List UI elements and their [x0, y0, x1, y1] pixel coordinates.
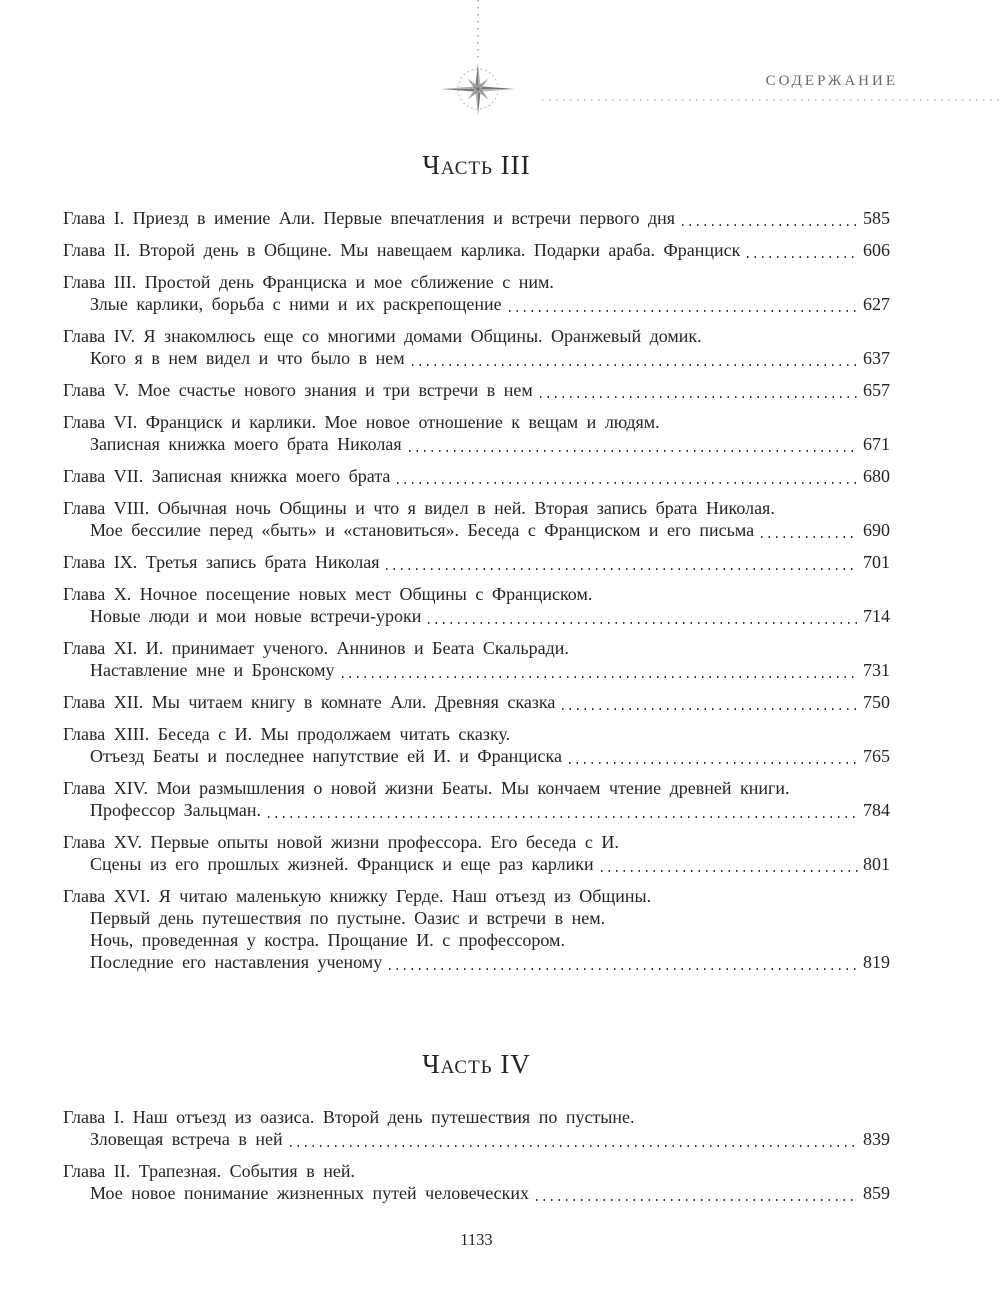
toc-entry-line: Глава XI. И. принимает ученого. Аннинов и Беата Скальради. [63, 638, 569, 658]
toc-entry-line [63, 551, 890, 573]
toc-page-number: 690 [863, 520, 890, 540]
toc-entry [63, 885, 890, 973]
toc-page-number: 680 [863, 466, 890, 486]
leader-dots [540, 396, 858, 398]
toc-entry-line: Глава I. Наш отъезд из оазиса. Второй день путешествия по пустыне. [63, 1107, 635, 1127]
toc-entry-line [63, 1182, 890, 1204]
toc-entry-text: Отъезд Беаты и последнее напутствие ей И. и Франциска [90, 746, 562, 766]
toc-entry-line [63, 379, 890, 401]
toc-entry-text: Сцены из его прошлых жизней. Франциск и еще раз карлики [90, 854, 594, 874]
leader-dots [562, 708, 858, 710]
toc-entry [63, 1160, 890, 1204]
toc-entry-line: Глава XVI. Я читаю маленькую книжку Герде. Наш отъезд из Общины. [63, 886, 652, 906]
toc-entry [63, 207, 890, 229]
leader-dots [389, 968, 858, 970]
leader-dots [601, 870, 858, 872]
leader-dots [412, 364, 858, 366]
toc-entry [63, 1106, 890, 1150]
toc-entry-line [63, 951, 890, 973]
toc-page-number: 701 [863, 552, 890, 572]
toc-page-number: 627 [863, 294, 890, 314]
toc-entry-line: Глава XIII. Беседа с И. Мы продолжаем читать сказку. [63, 724, 511, 744]
toc-entry-text: Глава IX. Третья запись брата Николая [63, 552, 380, 572]
leader-dots [397, 482, 858, 484]
toc-entry [63, 583, 890, 627]
toc-entry-line: Глава III. Простой день Франциска и мое сближение с ним. [63, 272, 554, 292]
leader-dots [290, 1145, 858, 1147]
toc-entry-text: Глава I. Приезд в имение Али. Первые впечатления и встречи первого дня [63, 208, 676, 228]
toc-entry-text: Профессор Зальцман. [90, 800, 261, 820]
leader-dots [342, 676, 858, 678]
toc-page-number: 801 [863, 854, 890, 874]
toc-entry-text: Мое новое понимание жизненных путей человеческих [90, 1183, 529, 1203]
toc-entry-line [63, 465, 890, 487]
toc-entry [63, 691, 890, 713]
toc-entry-line [63, 239, 890, 261]
toc-entry-line [63, 659, 890, 681]
toc-page-number: 731 [863, 660, 890, 680]
toc-entry-line [63, 605, 890, 627]
leader-dots [761, 536, 858, 538]
folio-number: 1133 [460, 1230, 493, 1249]
toc-entry-line [63, 799, 890, 821]
toc-entry [63, 497, 890, 541]
leader-dots [409, 450, 858, 452]
leader-dots [428, 622, 858, 624]
toc-entry-line: Глава VI. Франциск и карлики. Мое новое отношение к вещам и людям. [63, 412, 660, 432]
toc-entry-text: Записная книжка моего брата Николая [90, 434, 402, 454]
toc-entry-line [63, 207, 890, 229]
compass-rose-icon [428, 39, 528, 139]
toc-entry-line: Глава VIII. Обычная ночь Общины и что я видел в ней. Вторая запись брата Николая. [63, 498, 775, 518]
toc-entry [63, 465, 890, 487]
toc-entry-line: Первый день путешествия по пустыне. Оазис и встречи в нем. [90, 908, 606, 928]
toc-entry-text: Глава VII. Записная книжка моего брата [63, 466, 391, 486]
toc-entry [63, 411, 890, 455]
toc-entry [63, 271, 890, 315]
toc-entry-text: Глава XII. Мы читаем книгу в комнате Али. Древняя сказка [63, 692, 556, 712]
leader-dots [509, 310, 858, 312]
toc-entry-text: Мое бессилие перед «быть» и «становиться». Беседа с Франциском и его письма [90, 520, 755, 540]
toc-content [63, 150, 890, 1204]
toc-entry [63, 379, 890, 401]
leader-dots [569, 762, 858, 764]
toc-page-number: 765 [863, 746, 890, 766]
toc-section-part-iii [63, 150, 890, 973]
toc-entry-text: Последние его наставления ученому [90, 952, 383, 972]
toc-page-number: 671 [863, 434, 890, 454]
toc-entry [63, 325, 890, 369]
toc-entry [63, 551, 890, 573]
toc-entry-line: Глава XV. Первые опыты новой жизни профессора. Его беседа с И. [63, 832, 619, 852]
toc-entry-line [63, 433, 890, 455]
toc-entry-text: Кого я в нем видел и что было в нем [90, 348, 405, 368]
toc-entry-text: Глава V. Мое счастье нового знания и три встречи в нем [63, 380, 533, 400]
toc-entry-line [63, 745, 890, 767]
toc-entry-text: Злые карлики, борьба с ними и их раскрепощение [90, 294, 502, 314]
toc-entry-line [63, 691, 890, 713]
toc-entry-line [63, 1128, 890, 1150]
toc-page-number: 585 [863, 208, 890, 228]
toc-page-number: 657 [863, 380, 890, 400]
contents-header-label: СОДЕРЖАНИЕ [765, 73, 898, 89]
toc-entry-line: Ночь, проведенная у костра. Прощание И. с профессором. [90, 930, 565, 950]
toc-page-number: 606 [863, 240, 890, 260]
toc-entry-line: Глава XIV. Мои размышления о новой жизни Беаты. Мы кончаем чтение древней книги. [63, 778, 790, 798]
toc-entry-text: Наставление мне и Бронскому [90, 660, 335, 680]
toc-entry-text: Новые люди и мои новые встречи-уроки [90, 606, 422, 626]
toc-page-number: 819 [863, 952, 890, 972]
toc-entry [63, 723, 890, 767]
toc-page-number: 784 [863, 800, 890, 820]
leader-dots [536, 1199, 858, 1201]
toc-entry-line: Глава IV. Я знакомлюсь еще со многими домами Общины. Оранжевый домик. [63, 326, 702, 346]
toc-entry [63, 777, 890, 821]
toc-entry-list [63, 1106, 890, 1204]
toc-entry-text: Глава II. Второй день в Общине. Мы навещаем карлика. Подарки араба. Франциск [63, 240, 741, 260]
toc-page-number: 839 [863, 1129, 890, 1149]
toc-page-number: 714 [863, 606, 890, 626]
toc-entry [63, 637, 890, 681]
toc-page-number: 859 [863, 1183, 890, 1203]
leader-dots [386, 568, 858, 570]
header-dotted-rule [542, 99, 1000, 101]
toc-entry-line [63, 293, 890, 315]
leader-dots [268, 816, 858, 818]
toc-entry-line: Глава X. Ночное посещение новых мест Общины с Франциском. [63, 584, 593, 604]
section-title: Часть IV [422, 1049, 531, 1079]
leader-dots [682, 224, 858, 226]
section-title: Часть III [422, 150, 531, 180]
toc-entry-line [63, 347, 890, 369]
toc-section-part-iv [63, 1049, 890, 1204]
toc-entry-text: Зловещая встреча в ней [90, 1129, 283, 1149]
toc-page-number: 637 [863, 348, 890, 368]
toc-entry-list [63, 207, 890, 973]
leader-dots [747, 256, 858, 258]
toc-entry-line [63, 853, 890, 875]
toc-entry [63, 831, 890, 875]
toc-entry-line [63, 519, 890, 541]
toc-page-number: 750 [863, 692, 890, 712]
toc-entry-line: Глава II. Трапезная. События в ней. [63, 1161, 355, 1181]
toc-entry [63, 239, 890, 261]
